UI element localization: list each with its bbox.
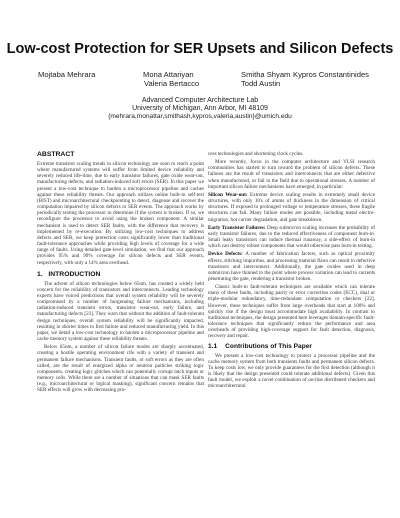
body-paragraph: We present a low-cost technology to protect a processor pipeline and the cache memory system from both transients faults and permanent silicon defects. To keep costs low, we only provide guarantees for the first detection (although it is likely that the design presented could tolerate additional defects). Given this fault model, we exploit a novel combination of on-line distributed checkers and microarchitectural	[208, 352, 375, 390]
author-name: Mojtaba Mehrara	[38, 70, 96, 79]
body-paragraph: Below 65nm, a number of silicon failure modes are sharply accentuated, creating a hostile operating environment rife with a variety of transient and permanent failure mechanisms. Transient faults, or soft errors as they are often called, are the result of energized alpha or neutron particles striking logic components, creating logic glitches which can potentially corrupt latch inputs or memory cells. While there are a number of situations that can mask SER faults (e.g., microarchitectural or logical masking), significant concern remains that SER effects will grow with decreasing pro-	[37, 344, 204, 394]
affiliation-lab: Advanced Computer Architecture Lab	[141, 97, 259, 104]
failure-item-text: Deep submicron scaling increases the probability of early transistor failures, due to the reduced effectiveness of component burn-in. Small leaky transistors can induce thermal runaway, a side-effect of burn-in which can destroy robust components that would otherwise pass burn-in testing.	[208, 224, 375, 250]
abstract-text: Extreme transistor scaling trends in silicon technology are soon to reach a point where manufactured systems will suffer from limited device reliability and severely reduced life-time, due to early transistor failures, gate oxide wear-out, manufacturing defects, and radiation-induced soft errors (SER). In this paper we present a low-cost technique to harden a microprocessor pipeline and caches against these reliability threats. Our approach utilizes online built-in self-test (BIST) and microarchitectural checkpointing to detect, diagnose and recover the computation impaired by silicon defects or SER events. The approach works by periodically testing the processor to determine if the system is broken. If so, we reconfigure the processor to avoid using the broken component. A similar mechanism is used to detect SER faults, with the difference that recovery is implemented by re-execution. By utilizing low-cost techniques to address defects and SER, we keep protection costs significantly lower than traditional fault-tolerance approaches while providing high levels of coverage for a wide range of faults. Using detailed gate-level simulation, we find that our approach provides 95% and 99% coverage for silicon defects and SER events, respectively, with only a 14% area overhead.	[37, 161, 204, 266]
author-name: Kypros Constantinides	[293, 70, 369, 79]
failure-item-lead: Silicon Wear-out:	[208, 191, 248, 198]
failure-item-lead: Device Defects:	[208, 251, 243, 258]
section-heading	[37, 271, 204, 279]
author-name: Smitha Shyam	[241, 70, 291, 79]
failure-item	[208, 251, 375, 282]
subsection-number: 1.1	[208, 342, 218, 350]
subsection-heading	[208, 343, 375, 351]
body-paragraph: Classic built-in fault-tolerant techniques are available which can tolerate many of these faults, including parity or error correction codes (ECC), dual or triple-modular redundancy, time-redundant computation or checkers [22]. However, these techniques suffer from large overheads that start at 100% and quickly rise if the design must accommodate high availability. In contrast to traditional techniques, the design presented here leverages domain-specific fault-tolerance techniques that significantly reduce the performance and area overheads of providing high-coverage support for fault detection, diagnosis, recovery and repair.	[208, 284, 375, 340]
body-paragraph: cess technologies and shortening clock cycles.	[208, 151, 304, 157]
paper-title: Low-cost Protection for SER Upsets and Silicon Defects	[6, 41, 394, 57]
section-title: INTRODUCTION	[48, 270, 101, 278]
abstract	[37, 151, 204, 266]
body-paragraph: More recently, focus in the computer architecture and VLSI research communities has started to turn toward the problem of silicon defects. These failures are the result of transistors and interconnects that are either defective when manufactured, or fail in the field due to operational stresses. A number of important silicon failure mechanisms have emerged, in particular:	[208, 159, 375, 190]
abstract-heading: ABSTRACT	[37, 151, 75, 158]
left-column	[37, 151, 204, 395]
author-name: Valeria Bertacco	[144, 79, 200, 88]
failure-item	[208, 192, 375, 223]
section-number: 1.	[37, 270, 43, 278]
body-paragraph: The advent of silicon technologies below 65nm, has created a widely held concern for the reliability of transistors and interconnects. Leading technology experts have voiced predictions that overall system reliability will be severely compromised by a number of burgeoning failure mechanisms, including radiation-induced transient errors, transistor wear-out, early failure, and manufacturing defects [23]. They warn that without the addition of fault-tolerant design techniques, overall system reliability will be significantly impacted, resulting in shorter times to first failure and reduced manufacturing yield. In this paper, we detail a low-cost technology to harden a microprocessor pipeline and cache memory system against these reliability threats.	[37, 280, 204, 343]
right-column	[208, 151, 375, 391]
failure-item	[208, 225, 375, 250]
author-name: Todd Austin	[241, 79, 281, 88]
failure-item-text: A number of fabrication factors, such as optical proximity effects, stitching impurities, and processing material flaws can result in defective transistors and interconnect. Additionally, the gate oxides used in deep submicron have thinned to the point where process variation can lead to currents penetrating the gate, rendering a transistor broken.	[208, 251, 376, 282]
subsection-title: Contributions of This Paper	[225, 342, 312, 350]
failure-item-text: Extreme device scaling results in extremely small device structures, with only 10's of atoms of thickness in the dimension of critical structures. If exposed to prolonged voltage or temperature stresses, these fragile structures can fail. Many failure modes are possible, including metal electro-migration, hot carrier degradation, and gate breakdown.	[208, 191, 375, 223]
affiliation-emails: {mehrara,monattar,smithash,kypros,valeria,austin}@umich.edu	[108, 113, 292, 120]
affiliation-university: University of Michigan, Ann Arbor, MI 48109	[132, 105, 268, 112]
author-name: Mona Attariyan	[143, 70, 194, 79]
failure-item-lead: Early Transistor Failures:	[208, 224, 266, 231]
